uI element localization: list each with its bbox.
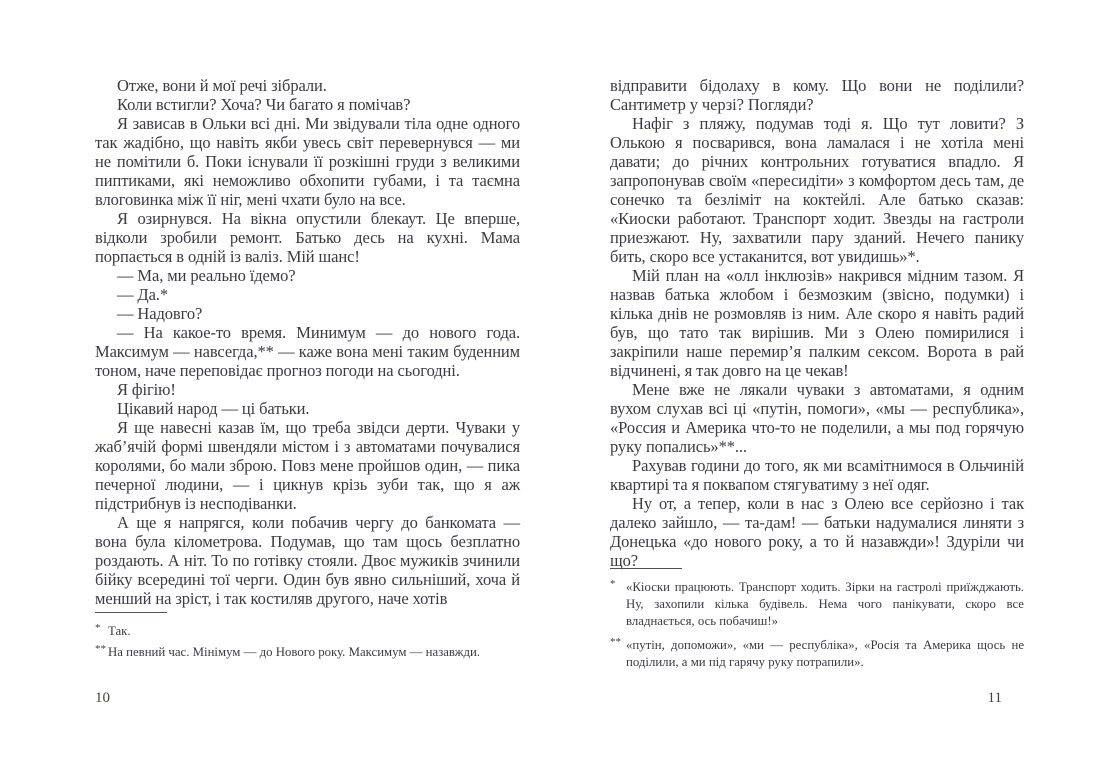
footnote-text: «Кіоски працюють. Транспорт ходить. Зірки на гастролі приїжджають. Ну, захопили кілька будівель. Нема чого панікувати, скоро все владнається, ось побачиш!» [626,580,1024,628]
body-text-left [95,76,520,608]
footnotes-right [610,568,1024,678]
paragraph: Нафіг з пляжу, подумав тоді я. Що тут ловити? З Олькою я посварився, вона ламалася і не хотіла мені давати; до річних контрольних готуватися впадло. Я запропонував своїм «пересидіти» з комфортом десь там, де сонечко та безліміт на коктейлі. Але батько сказав: «Киоски работают. Транспорт ходит. Звезды на гастроли приезжают. Ну, захватили пару зданий. Нечего панику бить, скоро все устаканится, вот увидишь»*. [610,114,1024,266]
footnote-text: На певний час. Мінімум — до Нового року. Максимум — назавжди. [108,645,481,659]
paragraph: Я фігію! [117,380,176,399]
footnote-marker: * [610,578,616,590]
footnote-text: «путін, допоможи», «ми — республіка», «Росія та Америка щось не поділили, а ми під гарячу руку потрапили». [626,638,1024,669]
footnote-separator [95,612,167,613]
dialogue-line: — На какое-то время. Минимум — до нового года. Максимум — навсегда,** — каже вона мені таким буденним тоном, наче переповідає прогноз погоди на сьогодні. [95,323,520,380]
paragraph: Я зависав в Ольки всі дні. Ми звідували тіла одне одного так жадібно, що навіть якби увесь світ перевернувся — ми не помітили б. Поки існували її розкішні груди з великими пиптиками, які неможливо обхопити губами, і та таємна влоговинка між її ніг, мені чхати було на все. [95,114,520,209]
paragraph: Я озирнувся. На вікна опустили блекаут. Це вперше, відколи зробили ремонт. Батько десь на кухні. Мама порпається в одній із валіз. Мій шанс! [95,209,520,266]
dialogue-line: — Да.* [117,285,168,304]
paragraph: А ще я напрягся, коли побачив чергу до банкомата — вона була кілометрова. Подумав, що там щось безплатно роздають. А ніт. То по готівку стояли. Двоє мужиків зчинили бійку всередині тої черги. Один був явно сильніший, хоча й менший на зріст, і так костиляв другого, наче хотів [95,513,520,608]
paragraph: Я ще навесні казав їм, що треба звідси дерти. Чуваки у жаб’ячій формі швендяли містом і з автоматами почувалися королями, бо мали зброю. Повз мене пройшов один, — пика печерної людини, — і цикнув крізь зуби так, що я аж підстрибнув із несподіванки. [95,418,520,513]
dialogue-line: — Надовго? [117,304,203,323]
body-text-right [610,76,1024,570]
page-left [95,0,520,772]
paragraph: Мій план на «олл інклюзів» накрився мідним тазом. Я назвав батька жлобом і безмозким (звісно, подумки) і кілька днів не розмовляв із ним. Але скоро я навіть радий був, що тато так вирішив. Ми з Олею помирилися і закріпили наше перемир’я палким сексом. Ворота в рай відчинені, я так довго на це чекав! [610,266,1024,380]
footnote-marker: ** [610,636,621,648]
footnote [95,623,520,640]
footnote-marker: * [95,622,101,634]
footnote-marker: ** [95,643,106,655]
page-right [610,0,1024,772]
paragraph: Коли встигли? Хоча? Чи багато я помічав? [117,95,411,114]
footnote [610,637,1024,671]
paragraph: Ну от, а тепер, коли в нас з Олею все серйозно і так далеко зайшло, — та-дам! — батьки надумалися линяти з Донецька «до нового року, а то й назавжди»! Здуріли чи що? [610,494,1024,570]
footnotes-left [95,612,520,665]
footnote [95,644,520,661]
footnote [610,579,1024,630]
footnote-separator [610,568,682,569]
page-number: 11 [987,690,1002,706]
dialogue-line: — Ма, ми реально їдемо? [117,266,296,285]
footnote-text: Так. [108,624,131,638]
paragraph: Отже, вони й мої речі зібрали. [117,76,327,95]
paragraph: відправити бідолаху в кому. Що вони не поділили? Сантиметр у черзі? Погляди? [610,76,1024,114]
page-number: 10 [95,690,110,706]
paragraph: Мене вже не лякали чуваки з автоматами, я одним вухом слухав всі ці «путін, помоги», «мы — республика», «Россия и Америка что-то не поделили, а мы под горячую руку попались»**... [610,380,1024,456]
paragraph: Рахував години до того, як ми всамітнимося в Ольчиній квартирі та я поквапом стягуватиму з неї одяг. [610,456,1024,494]
paragraph: Цікавий народ — ці батьки. [117,399,310,418]
